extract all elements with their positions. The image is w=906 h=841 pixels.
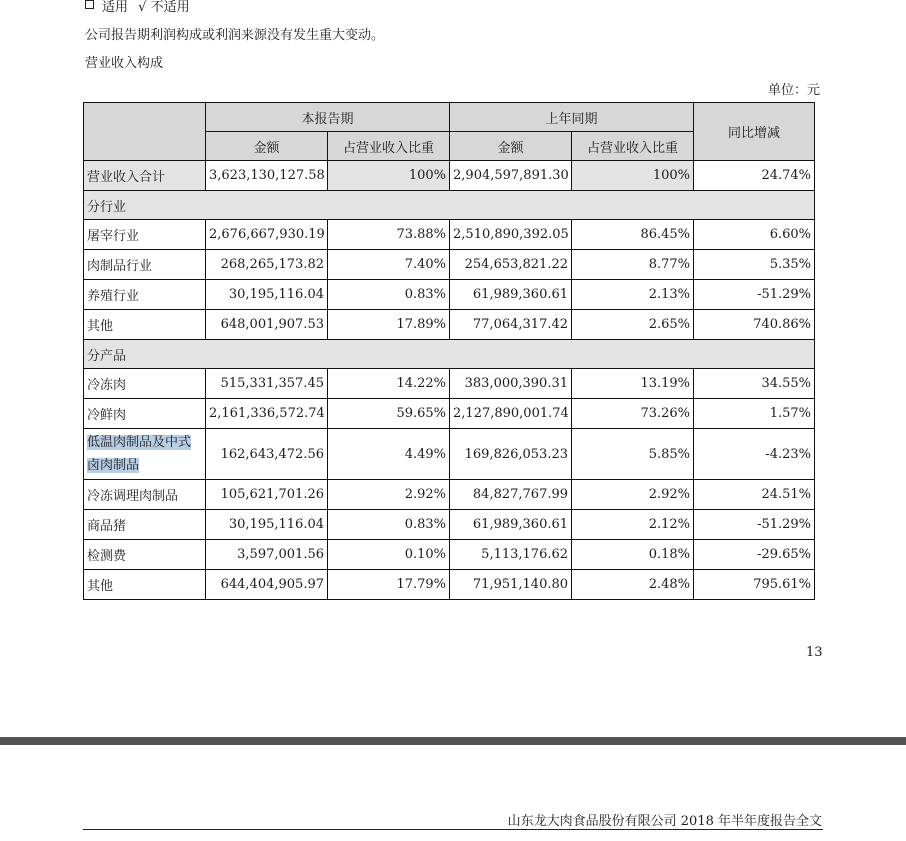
amount-current: 105,621,701.26 <box>206 480 328 510</box>
share-current: 73.88% <box>328 220 450 250</box>
header-blank-cell <box>84 103 206 161</box>
share-current: 4.49% <box>328 429 450 480</box>
share-prior: 0.18% <box>572 540 694 570</box>
header-amount-current: 金额 <box>206 132 328 161</box>
table-row <box>84 280 815 310</box>
row-label: 商品猪 <box>84 510 206 540</box>
total-row <box>84 161 815 191</box>
yoy-change: 24.74% <box>694 161 815 191</box>
not-applicable-label: 不适用 <box>150 0 190 15</box>
page-break-bar <box>0 737 906 745</box>
table-row <box>84 570 815 600</box>
amount-prior: 61,989,360.61 <box>450 510 572 540</box>
amount-prior: 2,127,890,001.74 <box>450 399 572 429</box>
share-prior: 8.77% <box>572 250 694 280</box>
amount-prior: 77,064,317.42 <box>450 310 572 340</box>
page-footer: 山东龙大肉食品股份有限公司 2018 年半年度报告全文 <box>507 814 822 829</box>
share-current: 2.92% <box>328 480 450 510</box>
selected-text[interactable] <box>87 435 191 473</box>
footer-rule <box>83 829 823 830</box>
amount-current: 30,195,116.04 <box>206 510 328 540</box>
amount-current: 162,643,472.56 <box>206 429 328 480</box>
table-row <box>84 250 815 280</box>
yoy-change: 24.51% <box>694 480 815 510</box>
row-label: 冷鲜肉 <box>84 399 206 429</box>
page-number: 13 <box>806 645 823 660</box>
amount-current: 515,331,357.45 <box>206 369 328 399</box>
table-row <box>84 310 815 340</box>
checkbox-empty-icon <box>85 0 94 9</box>
label-line-1: 低温肉制品及中式 <box>87 435 192 450</box>
row-label: 其他 <box>84 570 206 600</box>
header-share-current: 占营业收入比重 <box>328 132 450 161</box>
header-current-period: 本报告期 <box>206 103 450 132</box>
table-row <box>84 220 815 250</box>
row-label: 屠宰行业 <box>84 220 206 250</box>
yoy-change: 1.57% <box>694 399 815 429</box>
amount-current: 648,001,907.53 <box>206 310 328 340</box>
row-label: 检测费 <box>84 540 206 570</box>
amount-current: 3,597,001.56 <box>206 540 328 570</box>
amount-current: 2,676,667,930.19 <box>206 220 328 250</box>
amount-prior: 254,653,821.22 <box>450 250 572 280</box>
section-title: 营业收入构成 <box>85 56 164 71</box>
amount-prior: 2,904,597,891.30 <box>450 161 572 191</box>
row-label: 养殖行业 <box>84 280 206 310</box>
table-row <box>84 429 815 480</box>
section-label: 分产品 <box>84 340 815 369</box>
section-row-product <box>84 340 815 369</box>
applicability-line <box>85 0 190 15</box>
statement-text: 公司报告期利润构成或利润来源没有发生重大变动。 <box>85 28 385 43</box>
yoy-change: -29.65% <box>694 540 815 570</box>
share-prior: 73.26% <box>572 399 694 429</box>
share-current: 17.79% <box>328 570 450 600</box>
header-yoy: 同比增减 <box>694 103 815 161</box>
row-label: 其他 <box>84 310 206 340</box>
table-row <box>84 399 815 429</box>
share-current: 7.40% <box>328 250 450 280</box>
share-current: 100% <box>328 161 450 191</box>
yoy-change: 740.86% <box>694 310 815 340</box>
share-prior: 2.13% <box>572 280 694 310</box>
share-current: 0.83% <box>328 510 450 540</box>
yoy-change: -4.23% <box>694 429 815 480</box>
share-prior: 5.85% <box>572 429 694 480</box>
amount-prior: 169,826,053.23 <box>450 429 572 480</box>
yoy-change: 6.60% <box>694 220 815 250</box>
table-row <box>84 369 815 399</box>
row-label: 肉制品行业 <box>84 250 206 280</box>
share-current: 14.22% <box>328 369 450 399</box>
share-prior: 13.19% <box>572 369 694 399</box>
yoy-change: 795.61% <box>694 570 815 600</box>
amount-prior: 5,113,176.62 <box>450 540 572 570</box>
check-mark: √ <box>138 0 147 15</box>
header-row-1 <box>84 103 815 132</box>
label-line-2: 卤肉制品 <box>87 458 140 473</box>
yoy-change: 34.55% <box>694 369 815 399</box>
amount-current: 644,404,905.97 <box>206 570 328 600</box>
section-row-industry <box>84 191 815 220</box>
amount-prior: 71,951,140.80 <box>450 570 572 600</box>
header-amount-prior: 金额 <box>450 132 572 161</box>
revenue-composition-table <box>83 102 815 600</box>
table-row <box>84 510 815 540</box>
row-label: 冷冻肉 <box>84 369 206 399</box>
yoy-change: -51.29% <box>694 280 815 310</box>
amount-current: 3,623,130,127.58 <box>206 161 328 191</box>
header-share-prior: 占营业收入比重 <box>572 132 694 161</box>
amount-prior: 383,000,390.31 <box>450 369 572 399</box>
share-prior: 2.65% <box>572 310 694 340</box>
row-label: 冷冻调理肉制品 <box>84 480 206 510</box>
share-prior: 2.12% <box>572 510 694 540</box>
amount-prior: 2,510,890,392.05 <box>450 220 572 250</box>
row-label <box>84 429 206 480</box>
amount-current: 2,161,336,572.74 <box>206 399 328 429</box>
share-prior: 86.45% <box>572 220 694 250</box>
table-row <box>84 480 815 510</box>
amount-current: 30,195,116.04 <box>206 280 328 310</box>
unit-label: 单位：元 <box>767 83 820 98</box>
share-current: 59.65% <box>328 399 450 429</box>
share-prior: 2.92% <box>572 480 694 510</box>
amount-current: 268,265,173.82 <box>206 250 328 280</box>
amount-prior: 61,989,360.61 <box>450 280 572 310</box>
share-prior: 100% <box>572 161 694 191</box>
applicable-label: 适用 <box>102 0 129 15</box>
row-label: 营业收入合计 <box>84 161 206 191</box>
header-prior-period: 上年同期 <box>450 103 694 132</box>
share-prior: 2.48% <box>572 570 694 600</box>
share-current: 0.83% <box>328 280 450 310</box>
section-label: 分行业 <box>84 191 815 220</box>
share-current: 17.89% <box>328 310 450 340</box>
yoy-change: -51.29% <box>694 510 815 540</box>
yoy-change: 5.35% <box>694 250 815 280</box>
table-row <box>84 540 815 570</box>
amount-prior: 84,827,767.99 <box>450 480 572 510</box>
share-current: 0.10% <box>328 540 450 570</box>
